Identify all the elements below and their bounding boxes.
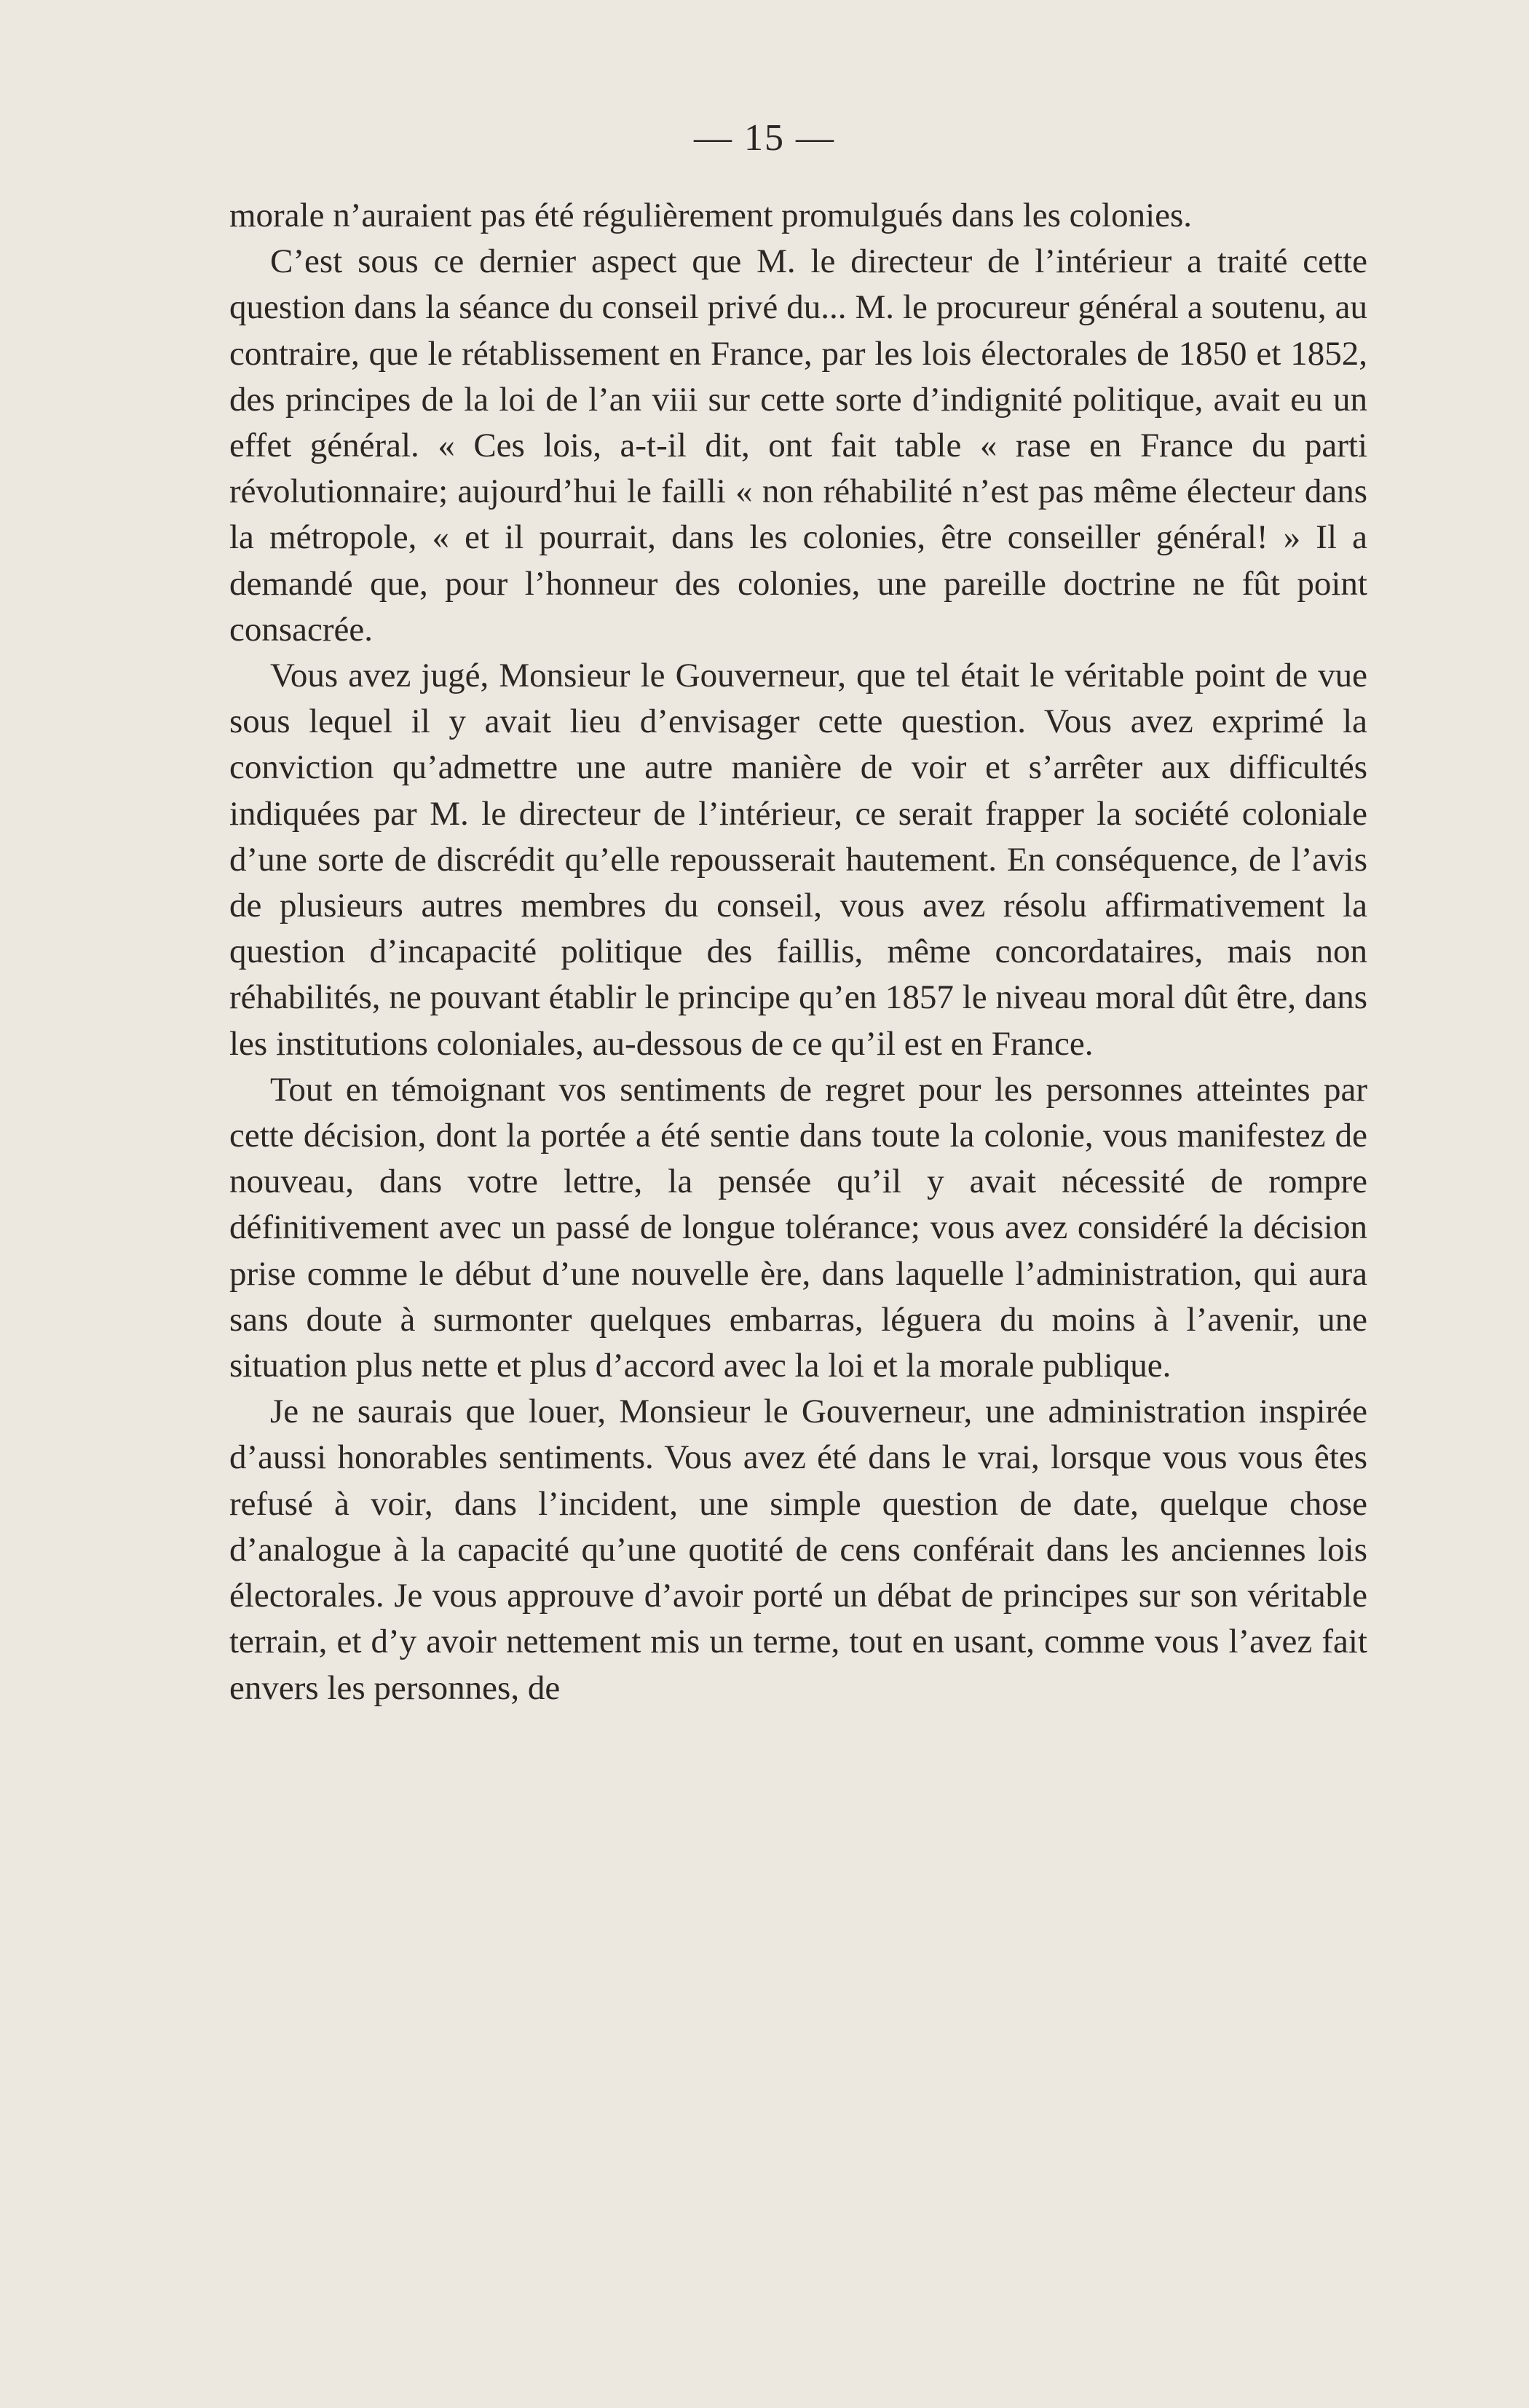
paragraph: Je ne saurais que louer, Monsieur le Gouverneur, une administration inspirée d’aussi honorables sentiments. Vous avez été dans le vrai, lorsque vous vous êtes refusé à voir, dans l’incident, une simple question de date, quelque chose d’analogue à la capacité qu’une quotité de cens conférait dans les anciennes lois électorales. Je vous approuve d’avoir porté un débat de principes sur son véritable terrain, et d’y avoir nettement mis un terme, tout en usant, comme vous l’avez fait envers les personnes, de bbox=[229, 1393, 1367, 1707]
body-text bbox=[229, 193, 1367, 1711]
paragraph: C’est sous ce dernier aspect que M. le directeur de l’intérieur a traité cette question dans la séance du conseil privé du... M. le procureur général a soutenu, au contraire, que le rétablissement en France, par les lois électorales de 1850 et 1852, des principes de la loi de l’an viii sur cette sorte d’indignité politique, avait eu un effet général. « Ces lois, a-t-il dit, ont fait table « rase en France du parti révolutionnaire; aujourd’hui le failli « non réhabilité n’est pas même électeur dans la métropole, « et il pourrait, dans les colonies, être conseiller général! » Il a demandé que, pour l’honneur des colonies, une pareille doctrine ne fût point consacrée. bbox=[229, 242, 1367, 649]
paragraph-continued: morale n’auraient pas été régulièrement promulgués dans les colonies. bbox=[229, 197, 1193, 234]
page-number: — 15 — bbox=[694, 117, 835, 159]
paragraph: Tout en témoignant vos sentiments de regret pour les personnes atteintes par cette décision, dont la portée a été sentie dans toute la colonie, vous manifestez de nouveau, dans votre lettre, la pensée qu’il y avait nécessité de rompre définitivement avec un passé de longue tolérance; vous avez considéré la décision prise comme le début d’une nouvelle ère, dans laquelle l’administration, qui aura sans doute à surmonter quelques embarras, léguera du moins à l’avenir, une situation plus nette et plus d’accord avec la loi et la morale publique. bbox=[229, 1070, 1367, 1385]
paragraph: Vous avez jugé, Monsieur le Gouverneur, que tel était le véritable point de vue sous lequel il y avait lieu d’envisager cette question. Vous avez exprimé la conviction qu’admettre une autre manière de voir et s’arrêter aux difficultés indiquées par M. le directeur de l’intérieur, ce serait frapper la société coloniale d’une sorte de discrédit qu’elle repousserait hautement. En conséquence, de l’avis de plusieurs autres membres du conseil, vous avez résolu affirmativement la question d’incapacité politique des faillis, même concordataires, mais non réhabilités, ne pouvant établir le principe qu’en 1857 le niveau moral dût être, dans les institutions coloniales, au-dessous de ce qu’il est en France. bbox=[229, 657, 1367, 1063]
